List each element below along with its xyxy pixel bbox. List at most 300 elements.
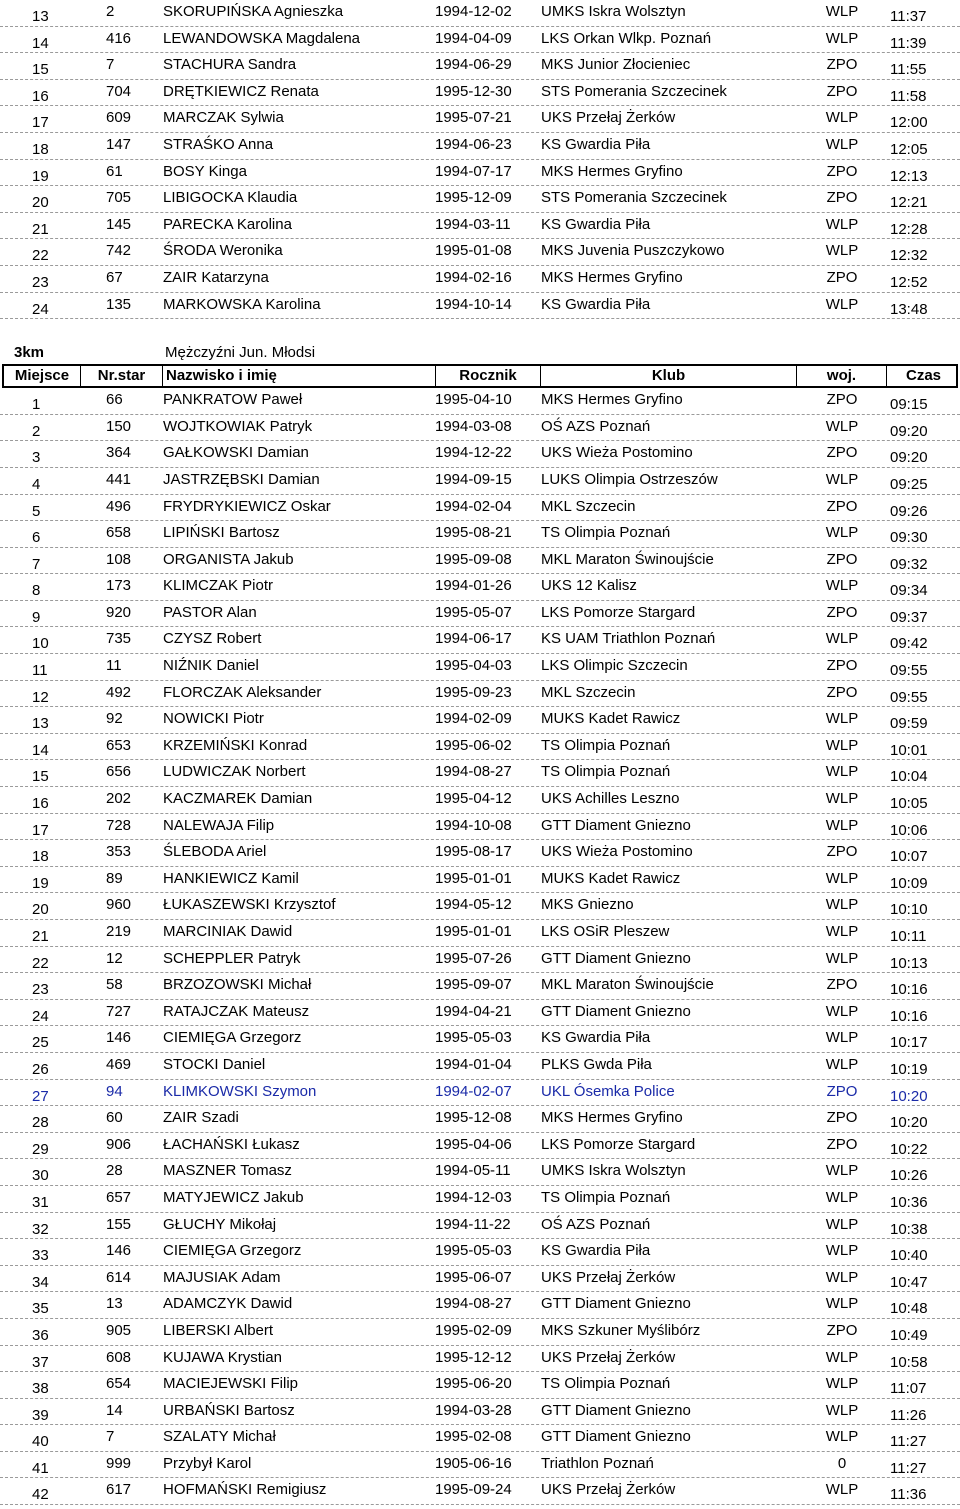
cell-year: 1995-02-08	[435, 1428, 512, 1446]
cell-club: KS Gwardia Piła	[541, 1242, 651, 1260]
cell-club: LKS OSiR Pleszew	[541, 923, 670, 940]
cell-nr: 416	[106, 29, 132, 47]
cell-year: 1995-01-01	[435, 869, 512, 887]
section-gap	[0, 319, 960, 342]
table-row	[0, 920, 960, 947]
cell-name: HOFMAŃSKI Remigiusz	[163, 1481, 327, 1499]
cell-miejsce: 40	[32, 1433, 49, 1451]
cell-nr: 28	[106, 1162, 123, 1180]
cell-miejsce: 10	[32, 635, 49, 653]
cell-miejsce: 29	[32, 1140, 49, 1158]
cell-year: 1994-04-21	[435, 1002, 512, 1020]
cell-nr: 150	[106, 417, 132, 435]
cell-czas: 12:13	[890, 167, 928, 185]
cell-woj: WLP	[825, 524, 859, 542]
cell-czas: 10:26	[890, 1167, 928, 1185]
cell-nr: 94	[106, 1082, 123, 1100]
cell-miejsce: 37	[32, 1353, 49, 1371]
cell-year: 1995-09-07	[435, 976, 512, 994]
cell-woj: WLP	[825, 1215, 859, 1233]
cell-czas: 12:21	[890, 194, 928, 212]
cell-czas: 11:36	[890, 1486, 927, 1504]
cell-nr: 7	[106, 1428, 115, 1446]
cell-nr: 906	[106, 1135, 132, 1153]
table-row	[0, 1053, 960, 1080]
cell-nr: 492	[106, 683, 132, 701]
table-row	[0, 681, 960, 708]
cell-woj: WLP	[825, 1428, 859, 1446]
cell-woj: WLP	[825, 1295, 859, 1313]
cell-year: 1994-05-11	[435, 1162, 511, 1180]
table-row	[0, 1133, 960, 1160]
table-row	[0, 0, 960, 27]
cell-name: FRYDRYKIEWICZ Oskar	[163, 497, 331, 515]
cell-nr: 609	[106, 109, 132, 127]
cell-miejsce: 18	[32, 848, 49, 866]
cell-woj: ZPO	[826, 657, 858, 675]
cell-name: ZAIR Szadi	[163, 1109, 239, 1127]
cell-name: RATAJCZAK Mateusz	[163, 1002, 310, 1020]
table-row	[0, 27, 960, 54]
cell-miejsce: 32	[32, 1220, 49, 1238]
cell-miejsce: 17	[32, 114, 49, 132]
table-row	[0, 1452, 960, 1479]
cell-miejsce: 14	[32, 741, 49, 759]
table-row	[0, 1425, 960, 1452]
cell-czas: 09:59	[890, 715, 928, 733]
cell-miejsce: 28	[32, 1114, 49, 1132]
cell-name: BOSY Kinga	[163, 162, 247, 180]
cell-miejsce: 23	[32, 273, 49, 291]
header-miejsce: Miejsce	[14, 367, 70, 385]
cell-czas: 10:20	[890, 1114, 928, 1132]
table-row	[0, 1372, 960, 1399]
table-row	[0, 1106, 960, 1133]
cell-nr: 146	[106, 1242, 132, 1260]
cell-year: 1995-07-26	[435, 949, 512, 967]
cell-miejsce: 22	[32, 247, 49, 265]
cell-nr: 12	[106, 949, 123, 967]
table-row	[0, 1266, 960, 1293]
cell-woj: WLP	[825, 1029, 859, 1047]
cell-club: MKL Maraton Świnoujście	[541, 550, 714, 568]
cell-club: LKS Olimpic Szczecin	[541, 657, 688, 675]
cell-club: MUKS Kadet Rawicz	[541, 710, 681, 728]
cell-year: 1995-04-06	[435, 1135, 512, 1153]
cell-nr: 920	[106, 603, 132, 621]
cell-miejsce: 19	[32, 874, 49, 892]
cell-woj: WLP	[825, 816, 859, 834]
cell-club: GTT Diament Gniezno	[541, 1002, 691, 1020]
cell-czas: 10:16	[890, 1007, 928, 1025]
cell-woj: ZPO	[826, 391, 858, 409]
table-row	[0, 1346, 960, 1373]
header-name: Nazwisko i imię	[162, 366, 435, 386]
cell-club: STS Pomerania Szczecinek	[541, 189, 727, 207]
cell-name: ZAIR Katarzyna	[163, 268, 269, 286]
cell-czas: 11:58	[890, 87, 927, 105]
cell-czas: 10:40	[890, 1247, 928, 1265]
cell-year: 1994-09-15	[435, 470, 512, 488]
cell-year: 1995-06-07	[435, 1268, 512, 1286]
cell-czas: 09:32	[890, 555, 928, 573]
cell-nr: 735	[106, 630, 132, 648]
cell-czas: 11:55	[890, 61, 927, 79]
cell-name: LEWANDOWSKA Magdalena	[163, 29, 361, 47]
table-row	[0, 947, 960, 974]
cell-club: UKS Wieża Postomino	[541, 444, 693, 462]
cell-name: ADAMCZYK Dawid	[163, 1295, 293, 1313]
cell-woj: WLP	[825, 1188, 859, 1206]
cell-club: TS Olimpia Poznań	[541, 1375, 671, 1393]
cell-miejsce: 8	[32, 582, 41, 600]
cell-name: DRĘTKIEWICZ Renata	[163, 82, 319, 100]
cell-nr: 614	[106, 1268, 132, 1286]
cell-woj: ZPO	[826, 683, 858, 701]
cell-miejsce: 11	[32, 662, 48, 680]
cell-woj: WLP	[825, 736, 859, 754]
cell-name: MACIEJEWSKI Filip	[163, 1375, 299, 1393]
cell-miejsce: 22	[32, 954, 49, 972]
cell-miejsce: 14	[32, 34, 49, 52]
cell-year: 1994-08-27	[435, 763, 512, 781]
cell-miejsce: 6	[32, 529, 41, 547]
cell-nr: 960	[106, 896, 132, 914]
cell-year: 1994-02-09	[435, 710, 512, 728]
cell-miejsce: 24	[32, 1007, 49, 1025]
cell-year: 1994-08-27	[435, 1295, 512, 1313]
cell-czas: 09:37	[890, 608, 928, 626]
cell-nr: 202	[106, 790, 132, 808]
cell-miejsce: 16	[32, 87, 49, 105]
cell-year: 1995-12-30	[435, 82, 512, 100]
cell-nr: 155	[106, 1215, 132, 1233]
cell-year: 1994-02-07	[435, 1082, 512, 1100]
cell-miejsce: 17	[32, 821, 49, 839]
cell-club: MKS Szkuner Myślibórz	[541, 1321, 701, 1339]
cell-club: GTT Diament Gniezno	[541, 949, 691, 967]
cell-name: BRZOZOWSKI Michał	[163, 976, 312, 994]
cell-miejsce: 3	[32, 449, 41, 467]
cell-czas: 09:55	[890, 662, 928, 680]
cell-club: MKS Junior Złocieniec	[541, 56, 691, 74]
cell-nr: 2	[106, 3, 115, 20]
cell-name: NALEWAJA Filip	[163, 816, 275, 834]
cell-name: STRAŚKO Anna	[163, 135, 274, 153]
cell-club: LUKS Olimpia Ostrzeszów	[541, 470, 718, 488]
cell-woj: WLP	[825, 1162, 859, 1180]
cell-nr: 728	[106, 816, 132, 834]
cell-miejsce: 27	[32, 1087, 49, 1105]
cell-name: MARKOWSKA Karolina	[163, 295, 321, 313]
cell-name: KUJAWA Krystian	[163, 1348, 282, 1366]
cell-name: STACHURA Sandra	[163, 56, 297, 74]
cell-year: 1995-09-23	[435, 683, 512, 701]
cell-club: TS Olimpia Poznań	[541, 1188, 671, 1206]
cell-year: 1995-05-03	[435, 1029, 512, 1047]
cell-miejsce: 2	[32, 422, 41, 440]
table-row	[0, 548, 960, 575]
cell-year: 1994-10-08	[435, 816, 512, 834]
cell-czas: 09:25	[890, 475, 928, 493]
cell-miejsce: 20	[32, 901, 49, 919]
cell-year: 1994-04-09	[435, 29, 512, 47]
cell-nr: 469	[106, 1055, 132, 1073]
cell-year: 1995-12-08	[435, 1109, 512, 1127]
header-nr-start: Nr.star	[80, 366, 162, 386]
cell-name: LIBERSKI Albert	[163, 1321, 274, 1339]
cell-woj: ZPO	[826, 268, 858, 286]
cell-nr: 61	[106, 162, 123, 180]
cell-woj: ZPO	[826, 497, 858, 515]
cell-name: CZYSZ Robert	[163, 630, 262, 648]
cell-club: KS Gwardia Piła	[541, 215, 651, 233]
cell-year: 1994-07-17	[435, 162, 512, 180]
table-row	[0, 760, 960, 787]
cell-name: PARECKA Karolina	[163, 215, 292, 233]
cell-year: 1905-06-16	[435, 1454, 512, 1472]
cell-nr: 658	[106, 524, 132, 542]
cell-name: Przybył Karol	[163, 1454, 252, 1472]
cell-woj: WLP	[825, 109, 859, 127]
cell-year: 1995-09-24	[435, 1481, 512, 1499]
cell-club: GTT Diament Gniezno	[541, 816, 691, 834]
cell-czas: 10:05	[890, 795, 928, 813]
cell-woj: ZPO	[826, 976, 858, 994]
cell-year: 1995-02-09	[435, 1321, 512, 1339]
cell-nr: 67	[106, 268, 123, 286]
cell-name: KLIMKOWSKI Szymon	[163, 1082, 317, 1100]
table-row	[0, 1292, 960, 1319]
cell-name: SKORUPIŃSKA Agnieszka	[163, 3, 344, 20]
cell-nr: 441	[106, 470, 132, 488]
cell-name: MATYJEWICZ Jakub	[163, 1188, 304, 1206]
cell-nr: 60	[106, 1109, 123, 1127]
cell-nr: 617	[106, 1481, 132, 1499]
cell-miejsce: 41	[32, 1459, 49, 1477]
cell-czas: 09:42	[890, 635, 928, 653]
cell-miejsce: 12	[32, 688, 49, 706]
table-row	[0, 893, 960, 920]
table-row	[0, 1319, 960, 1346]
cell-woj: WLP	[825, 630, 859, 648]
cell-year: 1994-01-04	[435, 1055, 512, 1073]
table-row	[0, 521, 960, 548]
cell-woj: ZPO	[826, 189, 858, 207]
cell-name: KACZMAREK Damian	[163, 790, 313, 808]
cell-year: 1995-12-09	[435, 189, 512, 207]
table-header	[2, 364, 958, 388]
distance-label: 3km	[14, 344, 45, 362]
cell-czas: 09:20	[890, 422, 928, 440]
cell-nr: 742	[106, 242, 132, 260]
table-row	[0, 80, 960, 107]
cell-woj: ZPO	[826, 603, 858, 621]
cell-club: TS Olimpia Poznań	[541, 736, 671, 754]
cell-woj: WLP	[825, 1268, 859, 1286]
cell-czas: 09:30	[890, 529, 928, 547]
table-row	[0, 1399, 960, 1426]
cell-club: TS Olimpia Poznań	[541, 524, 671, 542]
cell-nr: 147	[106, 135, 132, 153]
table-row	[0, 441, 960, 468]
cell-czas: 11:37	[890, 8, 927, 25]
cell-czas: 12:00	[890, 114, 928, 132]
header-woj: woj.	[796, 366, 886, 386]
table-row	[0, 973, 960, 1000]
cell-woj: ZPO	[826, 1109, 858, 1127]
table-row	[0, 266, 960, 293]
cell-club: MKL Szczecin	[541, 497, 636, 515]
cell-czas: 10:38	[890, 1220, 928, 1238]
cell-nr: 657	[106, 1188, 132, 1206]
table-row	[0, 574, 960, 601]
cell-year: 1994-06-17	[435, 630, 512, 648]
table-row	[0, 601, 960, 628]
cell-miejsce: 38	[32, 1380, 49, 1398]
cell-czas: 10:36	[890, 1193, 928, 1211]
table-row	[0, 1000, 960, 1027]
cell-club: UKS Przełaj Żerków	[541, 1268, 676, 1286]
cell-nr: 653	[106, 736, 132, 754]
cell-woj: ZPO	[826, 444, 858, 462]
cell-name: MARCINIAK Dawid	[163, 923, 293, 940]
cell-year: 1994-06-23	[435, 135, 512, 153]
cell-year: 1995-01-08	[435, 242, 512, 260]
header-year: Rocznik	[435, 366, 540, 386]
cell-woj: WLP	[825, 896, 859, 914]
cell-year: 1995-06-02	[435, 736, 512, 754]
cell-year: 1994-12-22	[435, 444, 512, 462]
cell-miejsce: 13	[32, 8, 49, 25]
cell-name: URBAŃSKI Bartosz	[163, 1401, 295, 1419]
cell-nr: 58	[106, 976, 123, 994]
cell-czas: 11:07	[890, 1380, 927, 1398]
cell-year: 1995-09-08	[435, 550, 512, 568]
cell-woj: WLP	[825, 949, 859, 967]
cell-club: UKS Achilles Leszno	[541, 790, 680, 808]
cell-woj: WLP	[825, 1375, 859, 1393]
cell-club: GTT Diament Gniezno	[541, 1295, 691, 1313]
cell-nr: 364	[106, 444, 132, 462]
table-row	[0, 654, 960, 681]
cell-miejsce: 16	[32, 795, 49, 813]
table-row	[0, 734, 960, 761]
cell-name: MAJUSIAK Adam	[163, 1268, 281, 1286]
results-table-women	[0, 0, 960, 319]
cell-year: 1994-12-02	[435, 3, 512, 20]
cell-nr: 13	[106, 1295, 123, 1313]
cell-miejsce: 18	[32, 140, 49, 158]
table-row	[0, 1186, 960, 1213]
cell-miejsce: 36	[32, 1326, 49, 1344]
cell-czas: 10:49	[890, 1326, 928, 1344]
table-row	[0, 213, 960, 240]
cell-woj: WLP	[825, 710, 859, 728]
cell-czas: 10:07	[890, 848, 928, 866]
header-czas: Czas	[886, 366, 960, 386]
cell-club: LKS Orkan Wlkp. Poznań	[541, 29, 712, 47]
cell-name: MARCZAK Sylwia	[163, 109, 284, 127]
table-row	[0, 186, 960, 213]
cell-year: 1995-04-03	[435, 657, 512, 675]
cell-woj: WLP	[825, 577, 859, 595]
cell-woj: ZPO	[826, 162, 858, 180]
cell-woj: WLP	[825, 1002, 859, 1020]
cell-miejsce: 21	[32, 928, 49, 945]
cell-name: PASTOR Alan	[163, 603, 257, 621]
cell-year: 1995-04-10	[435, 391, 512, 409]
cell-club: UKS Przełaj Żerków	[541, 1481, 676, 1499]
cell-year: 1994-11-22	[435, 1215, 511, 1233]
cell-miejsce: 5	[32, 502, 41, 520]
table-row	[0, 867, 960, 894]
cell-club: UKS Wieża Postomino	[541, 843, 693, 861]
cell-name: HANKIEWICZ Kamil	[163, 869, 299, 887]
cell-miejsce: 15	[32, 61, 49, 79]
cell-nr: 219	[106, 923, 132, 940]
cell-year: 1995-08-21	[435, 524, 512, 542]
cell-year: 1995-05-03	[435, 1242, 512, 1260]
cell-czas: 11:27	[890, 1459, 927, 1477]
cell-club: LKS Pomorze Stargard	[541, 603, 696, 621]
cell-miejsce: 9	[32, 608, 41, 626]
table-row	[0, 160, 960, 187]
cell-club: STS Pomerania Szczecinek	[541, 82, 727, 100]
cell-year: 1994-03-08	[435, 417, 512, 435]
cell-club: UKS Przełaj Żerków	[541, 109, 676, 127]
cell-miejsce: 20	[32, 194, 49, 212]
cell-czas: 12:28	[890, 220, 928, 238]
table-row	[0, 1478, 960, 1505]
table-row	[0, 388, 960, 415]
cell-nr: 496	[106, 497, 132, 515]
cell-woj: 0	[837, 1454, 847, 1472]
cell-name: SCHEPPLER Patryk	[163, 949, 301, 967]
cell-czas: 11:39	[890, 34, 927, 52]
cell-year: 1994-01-26	[435, 577, 512, 595]
cell-miejsce: 13	[32, 715, 49, 733]
cell-name: PANKRATOW Paweł	[163, 391, 303, 409]
cell-czas: 12:05	[890, 140, 928, 158]
cell-miejsce: 25	[32, 1034, 49, 1052]
table-row	[0, 1159, 960, 1186]
cell-miejsce: 4	[32, 475, 41, 493]
cell-club: Triathlon Poznań	[541, 1454, 654, 1472]
cell-club: OŚ AZS Poznań	[541, 1215, 651, 1233]
cell-club: OŚ AZS Poznań	[541, 417, 651, 435]
table-row	[0, 293, 960, 320]
cell-woj: WLP	[825, 470, 859, 488]
table-row	[0, 106, 960, 133]
cell-club: TS Olimpia Poznań	[541, 763, 671, 781]
cell-woj: WLP	[825, 1348, 859, 1366]
cell-club: KS Gwardia Piła	[541, 1029, 651, 1047]
cell-woj: WLP	[825, 215, 859, 233]
cell-czas: 11:26	[890, 1406, 927, 1424]
cell-woj: ZPO	[826, 1082, 858, 1100]
cell-name: ŁUKASZEWSKI Krzysztof	[163, 896, 336, 914]
cell-nr: 654	[106, 1375, 132, 1393]
cell-czas: 10:20	[890, 1087, 928, 1105]
category-label: Mężczyźni Jun. Młodsi	[165, 344, 316, 362]
cell-czas: 10:04	[890, 768, 928, 786]
cell-miejsce: 23	[32, 981, 49, 999]
cell-nr: 92	[106, 710, 123, 728]
cell-name: NIŹNIK Daniel	[163, 657, 259, 675]
cell-czas: 09:55	[890, 688, 928, 706]
cell-nr: 135	[106, 295, 132, 313]
